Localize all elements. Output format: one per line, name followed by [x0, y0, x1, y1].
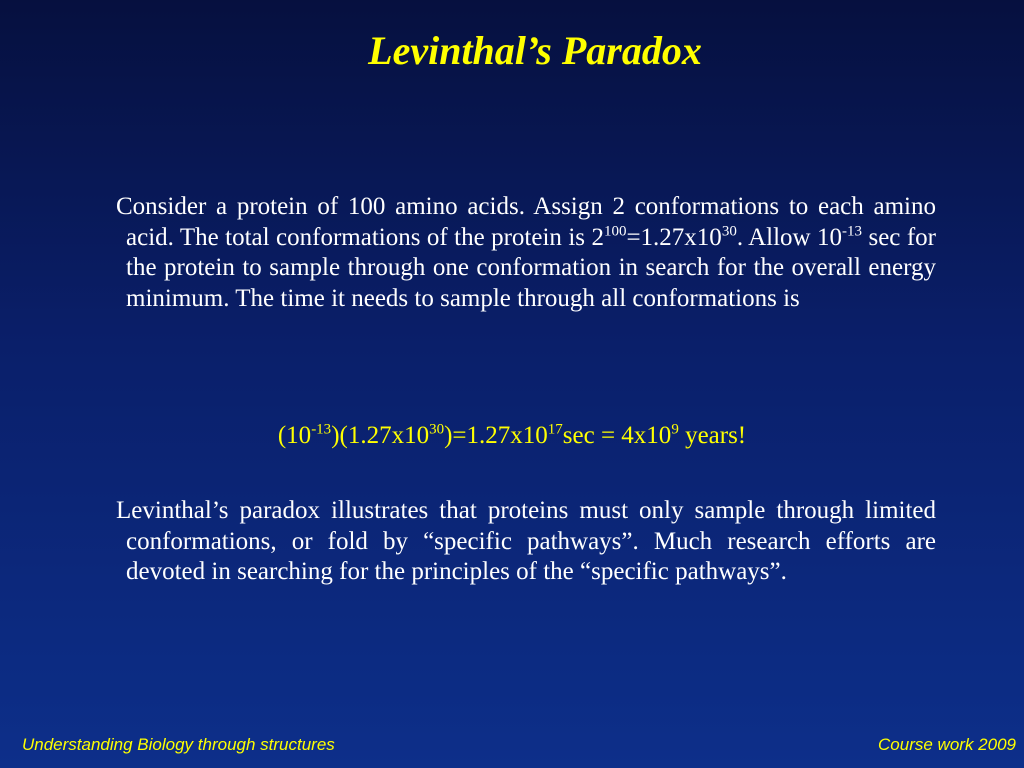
- footer-course-year: Course work 2009: [878, 735, 1016, 754]
- superscript-100: 100: [603, 223, 627, 240]
- paragraph1-text-3: . Allow 10: [736, 223, 843, 251]
- formula-superscript-1: -13: [311, 421, 332, 438]
- paragraph1-text-4: sec for the protein to sample through one conformation in search for the overall energy minimum. The time it needs to sample through all conformations is: [126, 223, 936, 312]
- formula-text-5: years!: [678, 422, 747, 449]
- superscript-minus-13: -13: [842, 223, 863, 240]
- paragraph1-text-1: Consider a protein of 100 amino acids. Assign 2 conformations to each amino acid. The total conformations of the protein is 2: [116, 193, 936, 251]
- time-formula: [0, 420, 1024, 452]
- footer-course-title: Understanding Biology through structures: [22, 735, 335, 754]
- formula-superscript-3: 17: [547, 421, 563, 438]
- paragraph-consider-protein: [116, 192, 936, 314]
- formula-superscript-2: 30: [429, 421, 445, 438]
- superscript-30: 30: [721, 223, 737, 240]
- formula-text-1: (10: [277, 422, 312, 449]
- formula-text-2: )(1.27x10: [331, 422, 430, 449]
- formula-superscript-4: 9: [671, 421, 679, 438]
- paragraph-levinthal-paradox: Levinthal’s paradox illustrates that proteins must only sample through limited conformations, or fold by “specific pathways”. Much research efforts are devoted in searching for the principles of the “specific pathways”.: [116, 497, 936, 585]
- formula-text-4: sec = 4x10: [562, 422, 672, 449]
- formula-text-3: )=1.27x10: [444, 422, 548, 449]
- slide-title: Levinthal’s Paradox: [368, 28, 702, 73]
- paragraph1-text-2: =1.27x10: [626, 223, 722, 251]
